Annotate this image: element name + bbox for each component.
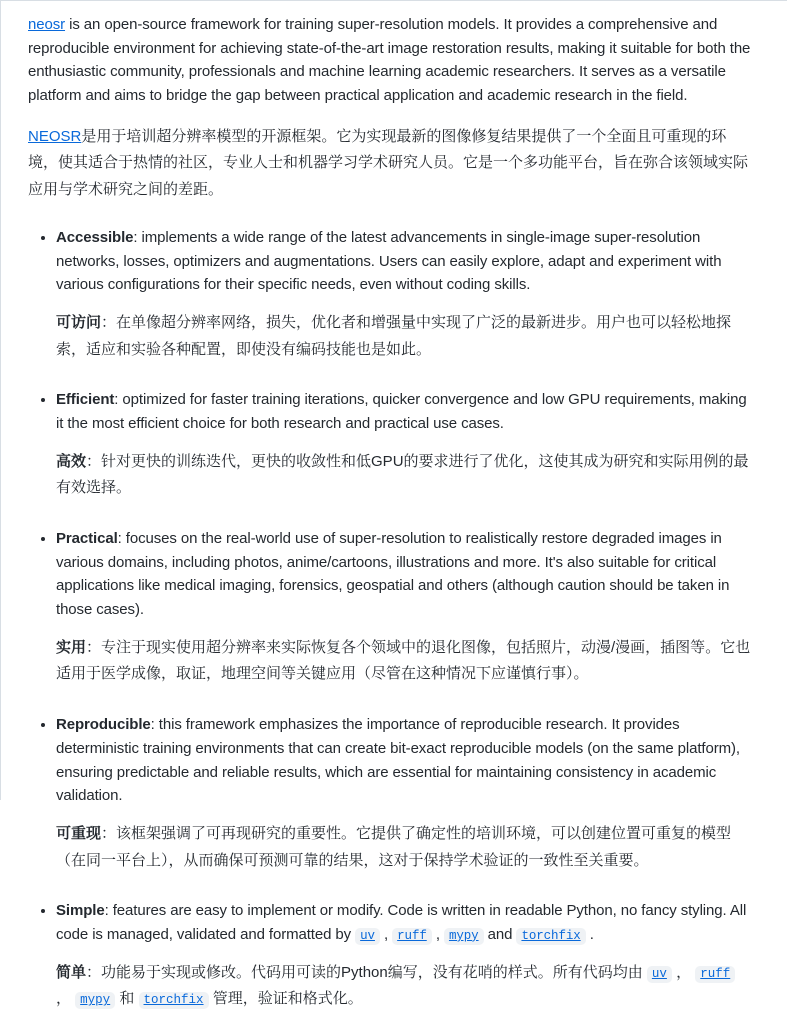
- neosr-link[interactable]: neosr: [28, 16, 66, 33]
- feature-reproducible-en: [56, 713, 754, 808]
- feature-term-zh: 实用: [56, 638, 87, 656]
- torchfix-code-link[interactable]: torchfix: [516, 928, 585, 945]
- feature-practical-en: [56, 527, 754, 622]
- feature-item-simple: [56, 899, 754, 1013]
- uv-code-link-zh[interactable]: uv: [647, 966, 672, 983]
- feature-term: Practical: [56, 530, 118, 547]
- feature-term: Reproducible: [56, 716, 151, 734]
- intro-paragraph-zh: [28, 124, 754, 204]
- mypy-code-link[interactable]: mypy: [444, 928, 484, 945]
- feature-desc: : this framework emphasizes the importance of reproducible research. It provides deterministic training environments that can create bit-exact reproducible models (on the same platform), ensuring predictable and reliable results, which are essential for maintaining consistency in academic validation.: [56, 716, 740, 805]
- feature-efficient-zh: [56, 449, 754, 502]
- feature-desc-zh: ：在单像超分辨率网络，损失，优化者和增强量中实现了广泛的最新进步。用户也可以轻松地探索，适应和实验各种配置，即使没有编码技能也是如此。: [56, 313, 732, 358]
- feature-simple-zh: [56, 960, 754, 1013]
- separator: and: [483, 925, 517, 943]
- feature-item-practical: [56, 527, 754, 688]
- intro-text-zh: 是用于培训超分辨率模型的开源框架。它为实现最新的图像修复结果提供了一个全面且可重现的环境，使其适合于热情的社区，专业人士和机器学习学术研究人员。它是一个多功能平台，旨在弥合该领域实际应用与学术研究之间的差距。: [28, 127, 749, 199]
- feature-item-accessible: [56, 226, 754, 363]
- intro-text-en: is an open-source framework for training super-resolution models. It provides a comprehensive and reproducible environment for achieving state-of-the-art image restoration results, making it suitable for both the enthusiastic community, professionals and machine learning academic researchers. It serves as a versatile platform and aims to bridge the gap between practical application and academic research in the field.: [28, 16, 751, 105]
- feature-simple-en: [56, 899, 754, 946]
- feature-desc-zh: ：功能易于实现或修改。代码用可读的Python编写，没有花哨的样式。所有代码均由: [86, 963, 647, 981]
- feature-desc-zh: ：专注于现实使用超分辨率来实际恢复各个领域中的退化图像，包括照片，动漫/漫画，插图等。它也适用于医学成像，取证，地理空间等关键应用（尽管在这种情况下应谨慎行事）。: [56, 638, 751, 683]
- feature-efficient-en: [56, 388, 754, 435]
- feature-desc: : optimized for faster training iterations, quicker convergence and low GPU requirements, making it the most efficient choice for both research and practical use cases.: [56, 391, 747, 432]
- feature-item-reproducible: [56, 713, 754, 874]
- separator: ,: [431, 925, 444, 943]
- feature-desc-zh: ：该框架强调了可再现研究的重要性。它提供了确定性的培训环境，可以创建位置可重复的模型（在同一平台上），从而确保可预测可靠的结果，这对于保持学术验证的一致性至关重要。: [56, 824, 732, 869]
- feature-accessible-en: [56, 226, 754, 297]
- feature-desc: : focuses on the real-world use of super-resolution to realistically restore degraded images in various domains, including photos, anime/cartoons, illustrations and more. It's also suitable for critical applications like medical imaging, forensics, geospatial and others (although caution should be taken in those cases).: [56, 530, 730, 619]
- ruff-code-link-zh[interactable]: ruff: [695, 966, 735, 983]
- feature-reproducible-zh: [56, 821, 754, 874]
- mypy-code-link-zh[interactable]: mypy: [75, 992, 115, 1009]
- feature-desc-zh: ：针对更快的训练迭代，更快的收敛性和低GPU的要求进行了优化，这使其成为研究和实际用例的最有效选择。: [56, 452, 749, 497]
- separator: .: [585, 925, 594, 943]
- feature-term-zh: 可重现: [56, 824, 102, 842]
- features-list: [28, 226, 754, 1013]
- feature-term: Efficient: [56, 391, 115, 409]
- separator: ，: [671, 963, 696, 981]
- feature-term: Simple: [56, 902, 105, 920]
- torchfix-code-link-zh[interactable]: torchfix: [139, 992, 209, 1009]
- feature-accessible-zh: [56, 310, 754, 363]
- feature-desc-zh-end: 管理，验证和格式化。: [208, 990, 363, 1008]
- separator: ,: [379, 925, 393, 943]
- feature-practical-zh: [56, 635, 754, 688]
- feature-term: Accessible: [56, 228, 134, 246]
- intro-paragraph-en: [28, 13, 754, 108]
- uv-code-link[interactable]: uv: [355, 928, 380, 945]
- separator: ，: [56, 990, 76, 1008]
- feature-desc: : features are easy to implement or modify. Code is written in readable Python, no fancy styling. All code is managed, validated and formatted by: [56, 902, 747, 943]
- separator: 和: [115, 990, 139, 1008]
- neosr-link-zh[interactable]: NEOSR: [28, 127, 82, 145]
- feature-term-zh: 简单: [56, 963, 87, 981]
- feature-desc: : implements a wide range of the latest advancements in single-image super-resolution networks, losses, optimizers and augmentations. Users can easily explore, adapt and experiment with various configurations for their specific needs, even without coding skills.: [56, 228, 722, 294]
- feature-item-efficient: [56, 388, 754, 502]
- feature-term-zh: 高效: [56, 452, 87, 470]
- feature-term-zh: 可访问: [56, 313, 102, 331]
- ruff-code-link[interactable]: ruff: [392, 928, 432, 945]
